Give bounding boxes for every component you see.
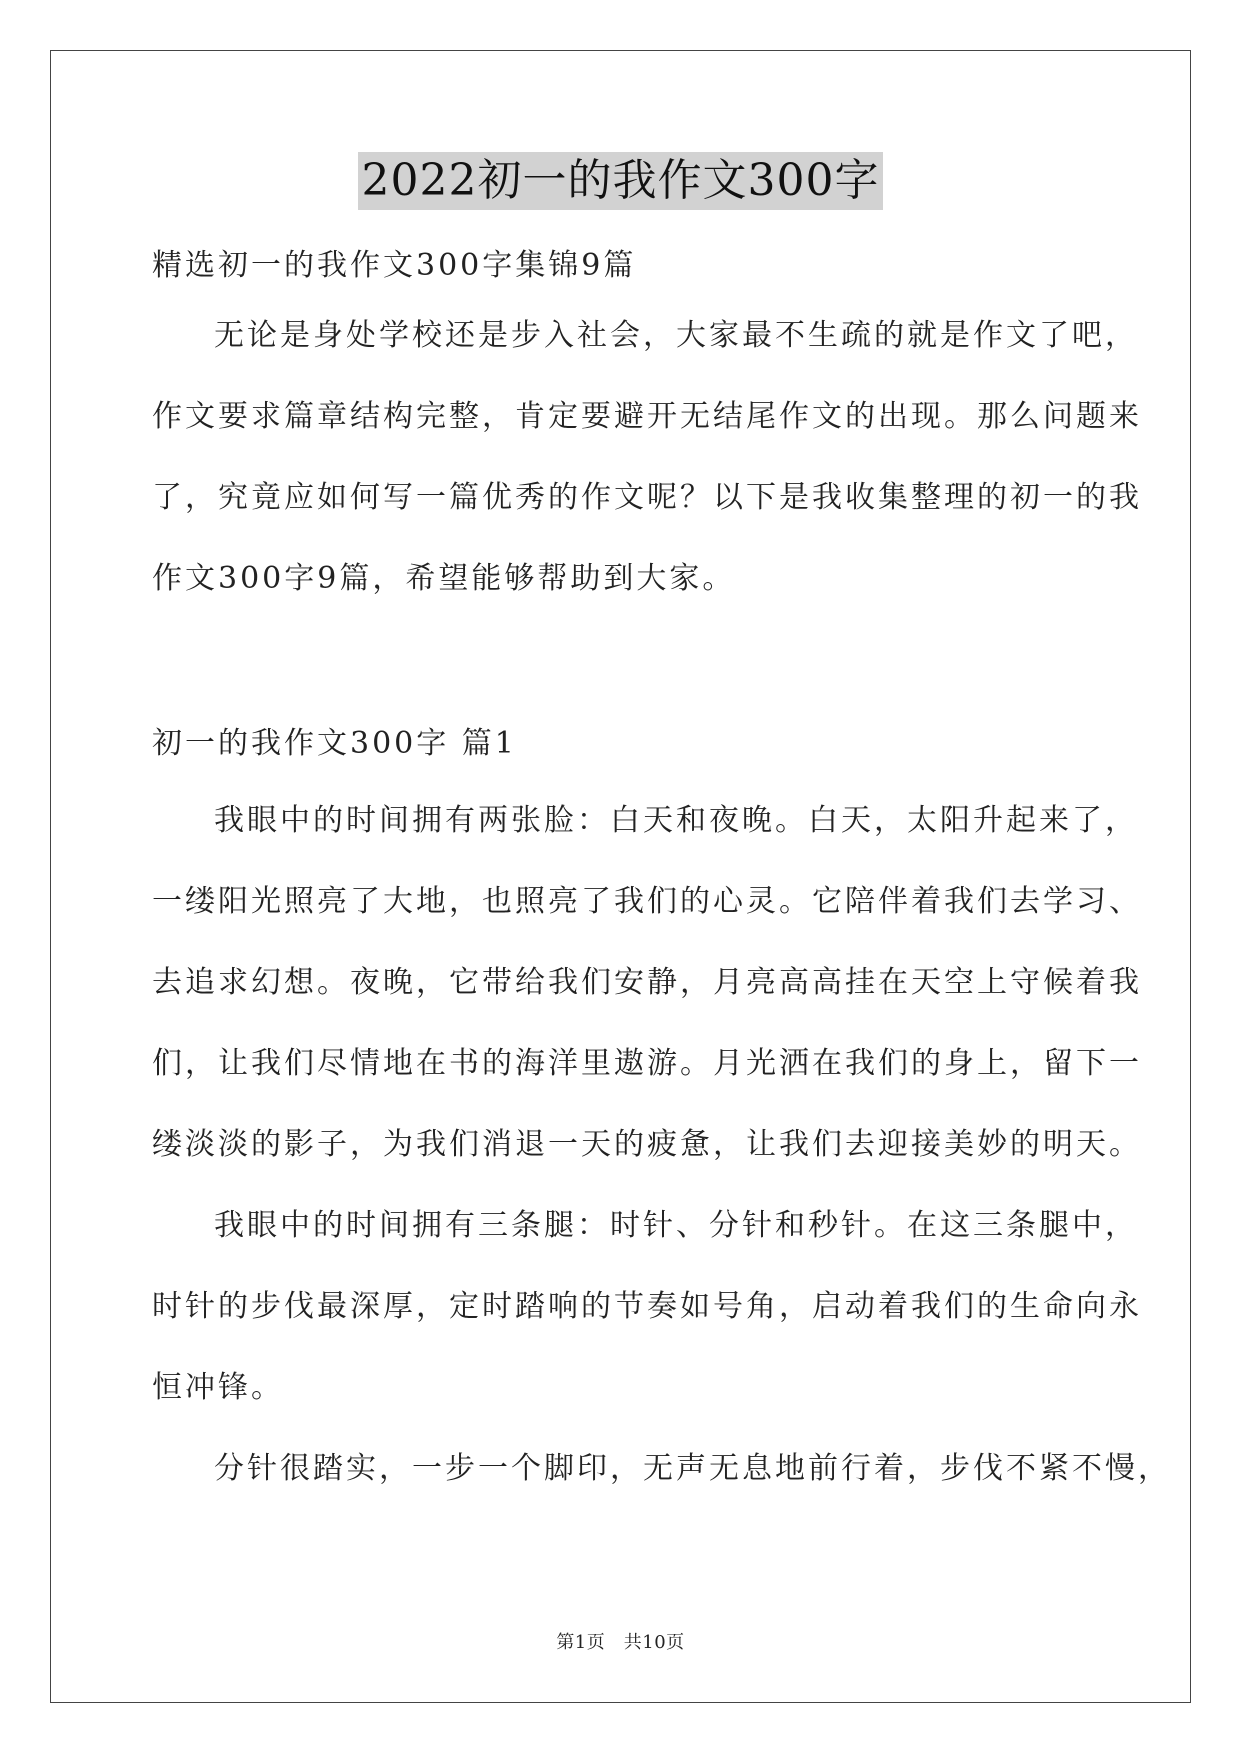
paragraph-line: 分针很踏实，一步一个脚印，无声无息地前行着，步伐不紧不慢， (214, 1451, 1171, 1486)
intro-line: 无论是身处学校还是步入社会，大家最不生疏的就是作文了吧， (214, 318, 1138, 353)
paragraph-line: 恒冲锋。 (152, 1370, 284, 1405)
subtitle: 精选初一的我作文300字集锦9篇 (152, 248, 637, 283)
section-heading-block (152, 718, 1102, 761)
paragraph-line: 我眼中的时间拥有两张脸：白天和夜晚。白天，太阳升起来了， (214, 803, 1138, 838)
subtitle-block (152, 240, 1102, 283)
paragraph-line: 时针的步伐最深厚，定时踏响的节奏如号角，启动着我们的生命向永 (152, 1289, 1142, 1324)
intro-line: 了，究竟应如何写一篇优秀的作文呢？以下是我收集整理的初一的我 (152, 480, 1142, 515)
paragraph-line: 我眼中的时间拥有三条腿：时针、分针和秒针。在这三条腿中， (214, 1208, 1138, 1243)
paragraph-3 (152, 1443, 1171, 1486)
document-title: 2022初一的我作文300字 (358, 152, 884, 210)
page-number: 第1页 共10页 (556, 1632, 685, 1653)
paragraph-line: 缕淡淡的影子，为我们消退一天的疲惫，让我们去迎接美妙的明天。 (152, 1127, 1142, 1162)
title-container (0, 152, 1241, 210)
intro-paragraph (152, 310, 1142, 610)
paragraph-2 (152, 1200, 1142, 1440)
intro-line: 作文要求篇章结构完整，肯定要避开无结尾作文的出现。那么问题来 (152, 399, 1142, 434)
intro-line: 作文300字9篇，希望能够帮助到大家。 (152, 561, 736, 596)
page-footer (0, 1628, 1241, 1654)
paragraph-line: 去追求幻想。夜晚，它带给我们安静，月亮高高挂在天空上守候着我 (152, 965, 1142, 1000)
paragraph-line: 们，让我们尽情地在书的海洋里遨游。月光洒在我们的身上，留下一 (152, 1046, 1142, 1081)
paragraph-line: 一缕阳光照亮了大地，也照亮了我们的心灵。它陪伴着我们去学习、 (152, 884, 1142, 919)
paragraph-1 (152, 795, 1142, 1195)
section-heading: 初一的我作文300字 篇1 (152, 726, 517, 761)
